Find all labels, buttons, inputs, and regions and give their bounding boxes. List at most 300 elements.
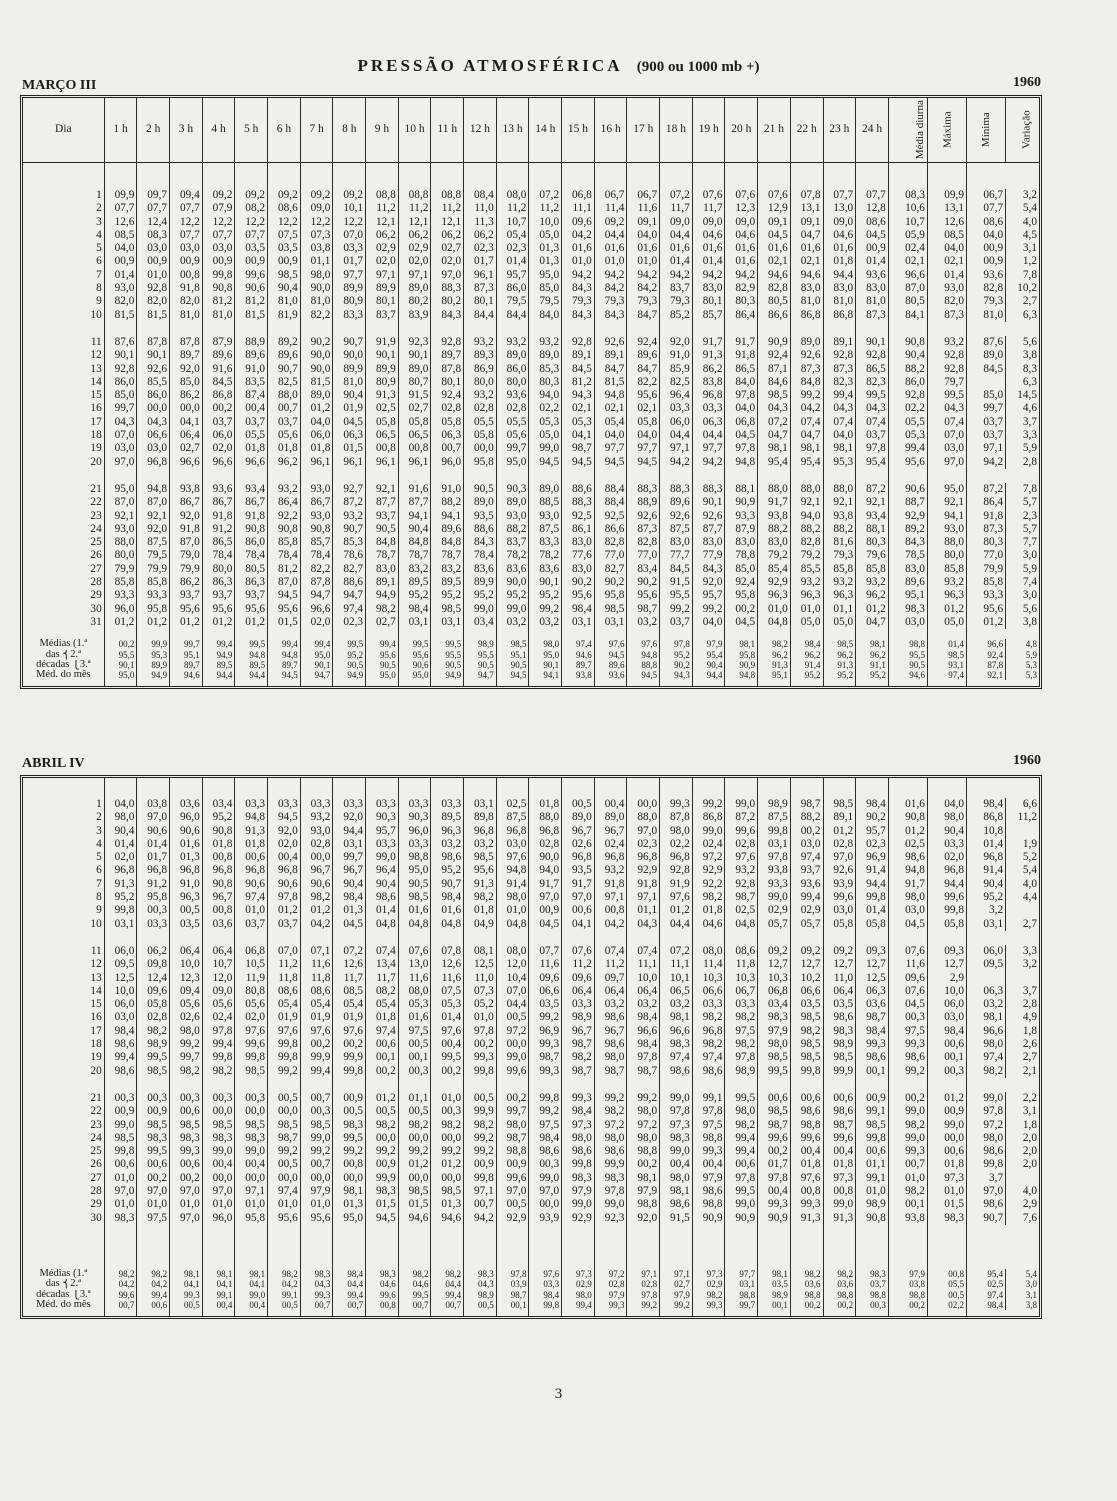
value-cell: 92,0 bbox=[268, 825, 301, 838]
value-cell: 01,5 bbox=[398, 1198, 431, 1211]
value-cell: 92,6 bbox=[594, 336, 627, 349]
value-cell: 84,3 bbox=[562, 309, 595, 322]
value-cell: 83,0 bbox=[725, 536, 758, 549]
value-cell: 85,0 bbox=[104, 389, 137, 402]
spacer-cell bbox=[594, 931, 627, 945]
value-cell: 92,8 bbox=[888, 389, 927, 402]
summary-cell: 04,2 bbox=[104, 1279, 137, 1289]
value-cell: 97,0 bbox=[137, 1185, 170, 1198]
value-cell: 03,3 bbox=[366, 838, 399, 851]
value-cell: 79,0 bbox=[170, 549, 203, 562]
value-cell: 07,6 bbox=[758, 189, 791, 202]
value-cell: 00,2 bbox=[627, 1158, 660, 1171]
value-cell: 01,4 bbox=[692, 255, 725, 268]
value-cell: 07,6 bbox=[725, 189, 758, 202]
value-cell: 98,2 bbox=[888, 1119, 927, 1132]
value-cell: 01,2 bbox=[927, 603, 966, 616]
value-cell: 85,5 bbox=[137, 376, 170, 389]
column-header-text: 3 h bbox=[178, 123, 194, 136]
value-cell: 02,1 bbox=[562, 402, 595, 415]
value-cell: 79,3 bbox=[660, 295, 693, 308]
value-cell: 12,4 bbox=[137, 216, 170, 229]
value-cell: 88,2 bbox=[758, 523, 791, 536]
value-cell: 98,7 bbox=[823, 1119, 856, 1132]
value-cell: 98,2 bbox=[464, 891, 497, 904]
value-cell: 81,0 bbox=[790, 295, 823, 308]
day-cell: 29 bbox=[90, 589, 102, 602]
value-cell: 99,6 bbox=[823, 1132, 856, 1145]
value-cell: 01,6 bbox=[431, 904, 464, 917]
value-cell: 00,8 bbox=[202, 904, 235, 917]
value-cell: 80,1 bbox=[464, 295, 497, 308]
value-cell: 01,5 bbox=[333, 442, 366, 455]
summary-cell: 95,2 bbox=[856, 670, 889, 680]
value-cell: 98,3 bbox=[170, 1132, 203, 1145]
value-cell: 00,6 bbox=[137, 1158, 170, 1171]
spacer-cell bbox=[333, 1078, 366, 1092]
value-cell: 06,7 bbox=[967, 189, 1006, 202]
value-cell: 06,4 bbox=[594, 985, 627, 998]
value-cell: 04,0 bbox=[594, 429, 627, 442]
value-cell: 98,3 bbox=[927, 1212, 966, 1225]
column-header bbox=[464, 98, 497, 163]
value-cell: 84,4 bbox=[496, 309, 529, 322]
value-cell: 94,5 bbox=[529, 456, 562, 469]
value-cell: 12,6 bbox=[104, 216, 137, 229]
spacer-cell bbox=[823, 1078, 856, 1092]
value-cell bbox=[1006, 904, 1039, 917]
value-cell: 91,8 bbox=[725, 349, 758, 362]
value-cell: 12,5 bbox=[856, 972, 889, 985]
value-cell: 87,8 bbox=[660, 811, 693, 824]
value-cell: 98,2 bbox=[562, 1051, 595, 1064]
summary-cell: 00,7 bbox=[398, 1300, 431, 1310]
summary-cell: 98,8 bbox=[823, 1290, 856, 1300]
value-cell: 04,5 bbox=[725, 616, 758, 629]
value-cell: 94,6 bbox=[790, 269, 823, 282]
value-cell: 97,1 bbox=[366, 269, 399, 282]
value-cell: 96,8 bbox=[967, 851, 1006, 864]
value-cell: 06,0 bbox=[927, 998, 966, 1011]
value-cell: 84,6 bbox=[758, 376, 791, 389]
value-cell: 97,7 bbox=[627, 442, 660, 455]
summary-cell: 98,2 bbox=[823, 1269, 856, 1279]
value-cell: 90,1 bbox=[366, 349, 399, 362]
summary-cell: 95,3 bbox=[137, 650, 170, 660]
value-cell: 05,4 bbox=[496, 229, 529, 242]
value-cell: 98,5 bbox=[758, 1105, 791, 1118]
value-cell: 99,0 bbox=[927, 1119, 966, 1132]
value-cell: 99,7 bbox=[496, 1105, 529, 1118]
value-cell: 94,5 bbox=[366, 1212, 399, 1225]
spacer-cell bbox=[562, 931, 595, 945]
value-cell: 99,2 bbox=[464, 1145, 497, 1158]
value-cell: 01,2 bbox=[268, 904, 301, 917]
value-cell: 87,2 bbox=[333, 496, 366, 509]
column-header-text: 24 h bbox=[861, 123, 883, 136]
value-cell: 06,8 bbox=[725, 416, 758, 429]
spacer-cell bbox=[398, 469, 431, 483]
value-cell: 01,2 bbox=[300, 904, 333, 917]
value-cell: 92,8 bbox=[104, 363, 137, 376]
spacer-cell bbox=[529, 322, 562, 336]
value-cell: 78,5 bbox=[888, 549, 927, 562]
spacer-cell bbox=[790, 1078, 823, 1092]
summary-cell: 98,2 bbox=[758, 639, 791, 649]
spacer-cell bbox=[823, 322, 856, 336]
summary-cell: 97,4 bbox=[967, 1290, 1006, 1300]
day-cell: 31 bbox=[90, 615, 102, 628]
column-header-text: 17 h bbox=[633, 123, 654, 136]
value-cell: 06,7 bbox=[627, 189, 660, 202]
summary-cell: 94,9 bbox=[202, 650, 235, 660]
value-cell: 99,3 bbox=[170, 1145, 203, 1158]
spacer-cell bbox=[137, 163, 170, 190]
value-cell: 04,7 bbox=[790, 429, 823, 442]
value-cell: 98,6 bbox=[823, 1105, 856, 1118]
summary-cell: 5,3 bbox=[1006, 670, 1039, 680]
value-cell: 12,5 bbox=[464, 958, 497, 971]
value-cell: 92,9 bbox=[496, 1212, 529, 1225]
value-cell: 98,1 bbox=[967, 1011, 1006, 1024]
spacer-cell bbox=[967, 1225, 1006, 1269]
table-row bbox=[23, 309, 1039, 322]
value-cell: 99,0 bbox=[758, 891, 791, 904]
value-cell: 85,2 bbox=[660, 309, 693, 322]
column-header-text: 14 h bbox=[535, 123, 556, 136]
value-cell: 05,8 bbox=[366, 416, 399, 429]
value-cell: 95,0 bbox=[333, 1212, 366, 1225]
column-header-text: 4 h bbox=[211, 123, 226, 136]
value-cell: 85,8 bbox=[856, 563, 889, 576]
spacer-cell bbox=[202, 322, 235, 336]
value-cell: 99,0 bbox=[888, 1132, 927, 1145]
value-cell: 84,1 bbox=[888, 309, 927, 322]
value-cell: 99,0 bbox=[725, 798, 758, 811]
value-cell: 98,3 bbox=[235, 1132, 268, 1145]
spacer-cell bbox=[23, 680, 104, 686]
day-cell: 24 bbox=[90, 522, 102, 535]
value-cell: 93,2 bbox=[529, 336, 562, 349]
value-cell: 01,6 bbox=[627, 242, 660, 255]
value-cell: 98,0 bbox=[594, 1051, 627, 1064]
value-cell: 96,8 bbox=[496, 825, 529, 838]
value-cell: 99,2 bbox=[627, 1092, 660, 1105]
value-cell: 02,3 bbox=[627, 838, 660, 851]
spacer-cell bbox=[927, 931, 966, 945]
value-cell: 04,3 bbox=[758, 402, 791, 415]
value-cell: 98,6 bbox=[104, 1065, 137, 1078]
value-cell: 78,7 bbox=[431, 549, 464, 562]
day-cell: 25 bbox=[90, 536, 102, 549]
summary-cell: 90,4 bbox=[692, 660, 725, 670]
value-cell: 80,0 bbox=[202, 563, 235, 576]
value-cell: 87,2 bbox=[967, 483, 1006, 496]
value-cell: 91,8 bbox=[967, 510, 1006, 523]
value-cell: 90,7 bbox=[431, 878, 464, 891]
value-cell: 09,1 bbox=[758, 216, 791, 229]
value-cell: 00,0 bbox=[202, 1105, 235, 1118]
spacer-cell bbox=[104, 629, 137, 639]
value-cell: 97,3 bbox=[927, 1172, 966, 1185]
value-cell: 97,3 bbox=[562, 1119, 595, 1132]
value-cell: 00,8 bbox=[594, 904, 627, 917]
value-cell: 95,8 bbox=[137, 891, 170, 904]
summary-cell: 95,0 bbox=[104, 670, 137, 680]
value-cell: 81,2 bbox=[268, 563, 301, 576]
value-cell: 7,8 bbox=[1006, 483, 1039, 496]
value-cell: 09,2 bbox=[300, 189, 333, 202]
value-cell: 91,5 bbox=[660, 576, 693, 589]
value-cell: 07,7 bbox=[856, 189, 889, 202]
value-cell: 84,3 bbox=[464, 536, 497, 549]
column-header-text: 15 h bbox=[567, 123, 589, 136]
value-cell: 92,6 bbox=[660, 510, 693, 523]
value-cell: 93,3 bbox=[137, 589, 170, 602]
value-cell: 82,0 bbox=[170, 295, 203, 308]
value-cell: 82,2 bbox=[300, 309, 333, 322]
value-cell: 96,3 bbox=[758, 589, 791, 602]
value-cell: 91,3 bbox=[823, 1212, 856, 1225]
value-cell: 94,2 bbox=[660, 269, 693, 282]
value-cell: 95,8 bbox=[464, 456, 497, 469]
spacer-cell bbox=[529, 778, 562, 798]
value-cell: 96,8 bbox=[137, 456, 170, 469]
value-cell: 03,4 bbox=[464, 616, 497, 629]
value-cell: 90,8 bbox=[202, 282, 235, 295]
value-cell: 02,3 bbox=[333, 616, 366, 629]
spacer-cell bbox=[692, 322, 725, 336]
value-cell: 98,4 bbox=[398, 603, 431, 616]
value-cell: 93,6 bbox=[790, 878, 823, 891]
value-cell: 99,7 bbox=[496, 442, 529, 455]
value-cell: 03,8 bbox=[137, 798, 170, 811]
value-cell: 00,0 bbox=[431, 1172, 464, 1185]
value-cell: 98,3 bbox=[562, 1172, 595, 1185]
value-cell: 06,6 bbox=[692, 985, 725, 998]
value-cell: 97,0 bbox=[431, 269, 464, 282]
value-cell: 97,4 bbox=[692, 1051, 725, 1064]
spacer-cell bbox=[496, 1225, 529, 1269]
value-cell: 01,2 bbox=[431, 1158, 464, 1171]
value-cell: 2,2 bbox=[1006, 1092, 1039, 1105]
summary-cell: 99,4 bbox=[300, 639, 333, 649]
value-cell: 98,2 bbox=[366, 603, 399, 616]
value-cell: 03,3 bbox=[660, 402, 693, 415]
value-cell: 05,3 bbox=[562, 416, 595, 429]
value-cell: 88,2 bbox=[431, 496, 464, 509]
summary-cell: 94,5 bbox=[627, 670, 660, 680]
value-cell: 06,0 bbox=[300, 429, 333, 442]
value-cell: 88,2 bbox=[888, 363, 927, 376]
value-cell: 99,8 bbox=[856, 891, 889, 904]
value-cell: 97,6 bbox=[431, 1025, 464, 1038]
spacer-cell bbox=[927, 322, 966, 336]
value-cell: 05,5 bbox=[235, 429, 268, 442]
spacer-cell bbox=[235, 1225, 268, 1269]
value-cell: 02,3 bbox=[464, 242, 497, 255]
value-cell: 84,3 bbox=[692, 563, 725, 576]
spacer-cell bbox=[692, 931, 725, 945]
value-cell: 01,2 bbox=[967, 616, 1006, 629]
value-cell: 87,3 bbox=[627, 523, 660, 536]
spacer-cell bbox=[927, 680, 966, 686]
summary-cell: 90,2 bbox=[660, 660, 693, 670]
summary-cell: 99,9 bbox=[137, 639, 170, 649]
spacer-cell bbox=[235, 1078, 268, 1092]
value-cell: 98,2 bbox=[692, 1038, 725, 1051]
value-cell: 01,4 bbox=[927, 269, 966, 282]
value-cell: 95,7 bbox=[692, 589, 725, 602]
value-cell: 12,2 bbox=[170, 216, 203, 229]
table-row bbox=[23, 363, 1039, 376]
value-cell: 91,5 bbox=[398, 389, 431, 402]
value-cell: 93,5 bbox=[562, 864, 595, 877]
value-cell: 00,1 bbox=[398, 1051, 431, 1064]
value-cell: 98,0 bbox=[660, 1172, 693, 1185]
value-cell: 95,8 bbox=[725, 589, 758, 602]
value-cell: 81,5 bbox=[594, 376, 627, 389]
value-cell: 02,8 bbox=[137, 1011, 170, 1024]
value-cell: 00,3 bbox=[137, 904, 170, 917]
value-cell: 99,8 bbox=[104, 1145, 137, 1158]
value-cell: 99,3 bbox=[529, 1065, 562, 1078]
value-cell: 4,4 bbox=[1006, 891, 1039, 904]
spacer-cell bbox=[464, 629, 497, 639]
value-cell: 98,1 bbox=[758, 442, 791, 455]
value-cell: 96,3 bbox=[823, 589, 856, 602]
value-cell: 5,4 bbox=[1006, 864, 1039, 877]
value-cell: 99,0 bbox=[529, 442, 562, 455]
value-cell: 07,3 bbox=[300, 229, 333, 242]
summary-cell: 94,8 bbox=[268, 650, 301, 660]
table-row bbox=[23, 442, 1039, 455]
value-cell: 07,7 bbox=[202, 229, 235, 242]
value-cell: 07,8 bbox=[790, 189, 823, 202]
spacer-cell bbox=[235, 629, 268, 639]
value-cell: 90,4 bbox=[967, 878, 1006, 891]
value-cell: 90,8 bbox=[202, 825, 235, 838]
value-cell: 86,0 bbox=[888, 376, 927, 389]
value-cell: 04,3 bbox=[927, 402, 966, 415]
value-cell: 03,1 bbox=[431, 616, 464, 629]
value-cell: 96,8 bbox=[627, 851, 660, 864]
value-cell: 96,8 bbox=[562, 851, 595, 864]
summary-cell: 04,4 bbox=[333, 1279, 366, 1289]
spacer-cell bbox=[300, 322, 333, 336]
value-cell: 98,2 bbox=[366, 1119, 399, 1132]
spacer-cell bbox=[431, 931, 464, 945]
value-cell: 01,3 bbox=[431, 1198, 464, 1211]
spacer-cell bbox=[137, 469, 170, 483]
summary-cell: 03,6 bbox=[790, 1279, 823, 1289]
value-cell: 98,3 bbox=[104, 1212, 137, 1225]
summary-cell: 04,6 bbox=[366, 1279, 399, 1289]
value-cell: 08,4 bbox=[464, 189, 497, 202]
value-cell bbox=[1006, 825, 1039, 838]
value-cell: 11,6 bbox=[529, 958, 562, 971]
summary-cell: 99,4 bbox=[562, 1300, 595, 1310]
table-row bbox=[23, 825, 1039, 838]
spacer-row bbox=[23, 680, 1039, 686]
value-cell: 00,0 bbox=[300, 1172, 333, 1185]
value-cell: 87,9 bbox=[725, 523, 758, 536]
value-cell: 99,5 bbox=[856, 389, 889, 402]
value-cell: 03,0 bbox=[927, 1011, 966, 1024]
value-cell: 07,6 bbox=[398, 945, 431, 958]
spacer-cell bbox=[202, 163, 235, 190]
summary-cell: 88,8 bbox=[627, 660, 660, 670]
spacer-cell bbox=[758, 322, 791, 336]
value-cell: 98,7 bbox=[725, 891, 758, 904]
value-cell: 95,6 bbox=[268, 603, 301, 616]
value-cell: 3,1 bbox=[1006, 1105, 1039, 1118]
table-row bbox=[23, 229, 1039, 242]
column-header bbox=[333, 98, 366, 163]
value-cell: 96,8 bbox=[594, 851, 627, 864]
value-cell: 99,2 bbox=[300, 1145, 333, 1158]
value-cell: 01,7 bbox=[333, 255, 366, 268]
spacer-cell bbox=[562, 778, 595, 798]
value-cell: 05,8 bbox=[823, 918, 856, 931]
value-cell: 2,7 bbox=[1006, 918, 1039, 931]
value-cell: 00,3 bbox=[202, 1092, 235, 1105]
value-cell: 83,0 bbox=[562, 536, 595, 549]
value-cell: 00,8 bbox=[170, 269, 203, 282]
value-cell: 95,2 bbox=[967, 891, 1006, 904]
value-cell: 00,0 bbox=[300, 851, 333, 864]
value-cell: 00,6 bbox=[856, 1145, 889, 1158]
value-cell: 03,1 bbox=[464, 798, 497, 811]
value-cell: 99,0 bbox=[660, 1092, 693, 1105]
value-cell: 96,8 bbox=[692, 389, 725, 402]
summary-cell: 04,1 bbox=[235, 1279, 268, 1289]
value-cell: 00,6 bbox=[235, 851, 268, 864]
value-cell: 79,3 bbox=[594, 295, 627, 308]
value-cell: 83,0 bbox=[888, 563, 927, 576]
value-cell: 13,4 bbox=[366, 958, 399, 971]
value-cell: 96,6 bbox=[202, 456, 235, 469]
value-cell: 85,0 bbox=[529, 282, 562, 295]
value-cell: 97,3 bbox=[823, 1172, 856, 1185]
value-cell: 98,1 bbox=[823, 442, 856, 455]
value-cell: 11,6 bbox=[431, 972, 464, 985]
column-header-text: 6 h bbox=[276, 123, 292, 136]
value-cell: 2,3 bbox=[1006, 510, 1039, 523]
spacer-row bbox=[23, 629, 1039, 639]
value-cell: 00,4 bbox=[594, 798, 627, 811]
value-cell: 98,4 bbox=[529, 1132, 562, 1145]
value-cell: 12,4 bbox=[137, 972, 170, 985]
value-cell: 94,8 bbox=[594, 389, 627, 402]
value-cell: 98,1 bbox=[660, 1185, 693, 1198]
value-cell: 92,8 bbox=[823, 349, 856, 362]
value-cell: 4,6 bbox=[1006, 402, 1039, 415]
column-header bbox=[725, 98, 758, 163]
value-cell: 97,8 bbox=[725, 1051, 758, 1064]
spacer-cell bbox=[464, 1078, 497, 1092]
spacer-cell bbox=[692, 1225, 725, 1269]
value-cell: 99,8 bbox=[235, 1051, 268, 1064]
value-cell: 07,4 bbox=[790, 416, 823, 429]
value-cell: 98,6 bbox=[594, 1038, 627, 1051]
table-row bbox=[23, 523, 1039, 536]
spacer-cell bbox=[496, 1310, 529, 1316]
value-cell: 99,3 bbox=[562, 1092, 595, 1105]
value-cell: 08,5 bbox=[104, 229, 137, 242]
value-cell: 99,5 bbox=[725, 1092, 758, 1105]
summary-cell: 99,4 bbox=[333, 1290, 366, 1300]
